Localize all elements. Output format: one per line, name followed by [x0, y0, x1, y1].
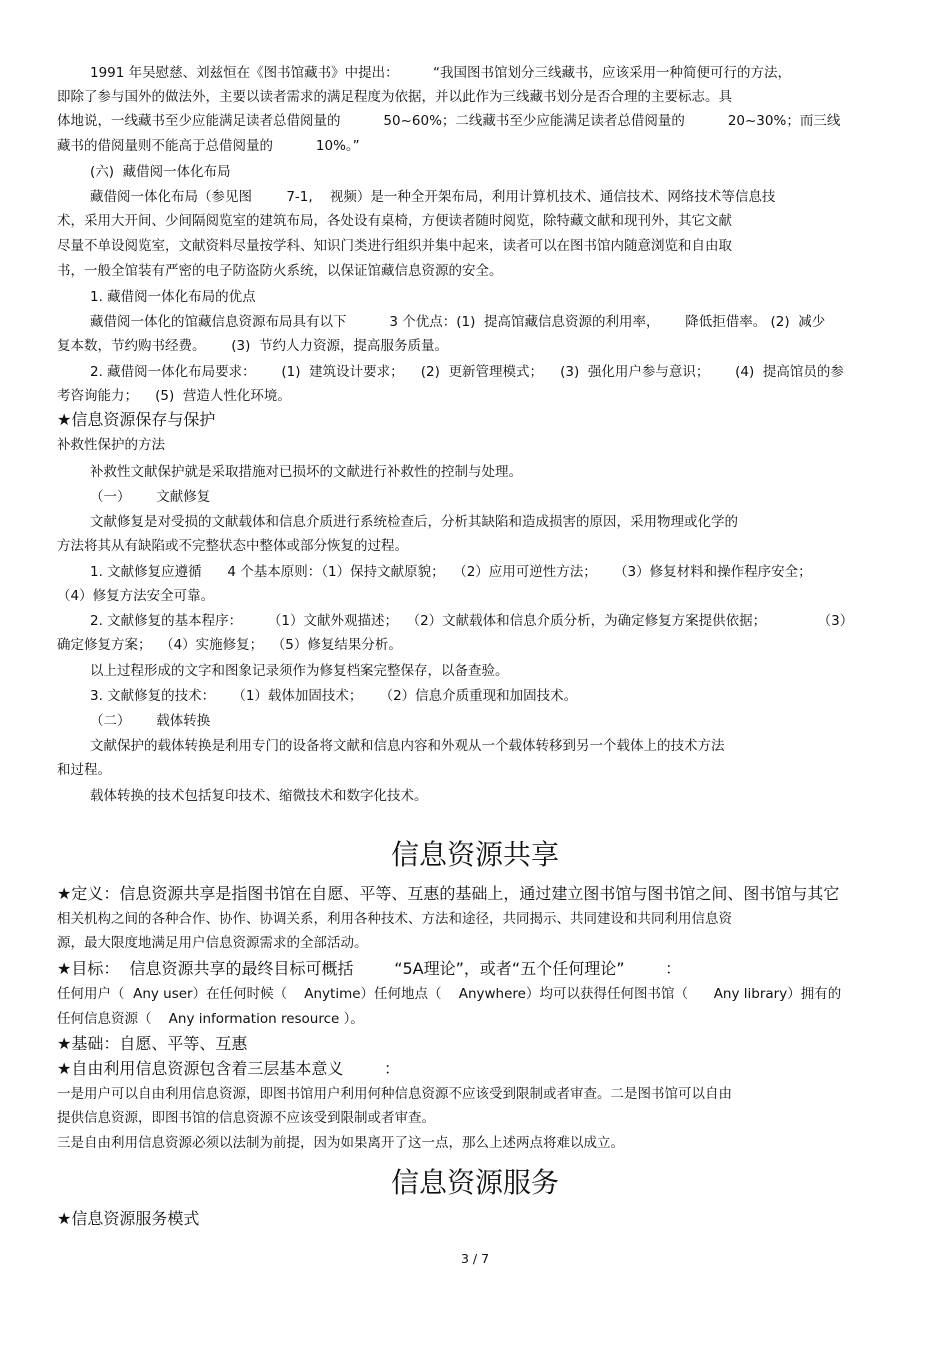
paragraph-line: 体地说，一线藏书至少应能满足读者总借阅量的 50~60%；二线藏书至少应能满足读者总借阅量的 20~30%；而三线: [57, 113, 841, 129]
paragraph-line: 源，最大限度地满足用户信息资源需求的全部活动。: [57, 935, 368, 951]
subsection-heading: 1. 藏借阅一体化布局的优点: [90, 289, 256, 305]
paragraph-line: 3. 文献修复的技术： （1）载体加固技术； （2）信息介质重现和加固技术。: [90, 688, 578, 704]
paragraph-line: 即除了参与国外的做法外，主要以读者需求的满足程度为依据，并以此作为三线藏书划分是否合理的主要标志。具: [57, 89, 732, 105]
star-heading: ★自由利用信息资源包含着三层基本意义 ：: [57, 1059, 401, 1078]
paragraph-line: 文献修复是对受损的文献载体和信息介质进行系统检查后，分析其缺陷和造成损害的原因，采用物理或化学的: [90, 514, 738, 530]
star-heading: ★信息资源保存与保护: [57, 410, 216, 429]
section-heading: （一） 文献修复: [90, 489, 211, 505]
paragraph-line: 尽量不单设阅览室，文献资料尽量按学科、知识门类进行组织并集中起来，读者可以在图书馆内随意浏览和自由取: [57, 238, 732, 254]
paragraph-line: 考咨询能力； (5) 营造人性化环境。: [57, 388, 291, 404]
star-heading: ★信息资源服务模式: [57, 1209, 200, 1228]
paragraph-line: 1991 年吴慰慈、刘兹恒在《图书馆藏书》中提出： “我国图书馆划分三线藏书，应该采用一种简便可行的方法，: [90, 65, 791, 81]
paragraph-line: 补救性文献保护就是采取措施对已损坏的文献进行补救性的控制与处理。: [90, 464, 522, 480]
paragraph-line: 任何用户（ Any user）在任何时候（ Anytime）任何地点（ Anywhere）均可以获得任何图书馆（ Any library）拥有的: [57, 986, 842, 1002]
paragraph-line: 补救性保护的方法: [57, 437, 165, 453]
paragraph-line: 以上过程形成的文字和图象记录须作为修复档案完整保存，以备查验。: [90, 663, 509, 679]
paragraph-line: 文献保护的载体转换是利用专门的设备将文献和信息内容和外观从一个载体转移到另一个载体上的技术方法: [90, 738, 725, 754]
section-heading: （二） 载体转换: [90, 713, 211, 729]
paragraph-line: 提供信息资源，即图书馆的信息资源不应该受到限制或者审查。: [57, 1110, 435, 1126]
section-heading: (六) 藏借阅一体化布局: [90, 164, 231, 180]
paragraph-line: 方法将其从有缺陷或不完整状态中整体或部分恢复的过程。: [57, 538, 408, 554]
paragraph-line: 术，采用大开间、少间隔阅览室的建筑布局，各处设有桌椅，方便读者随时阅览，除特藏文献和现刊外，其它文献: [57, 213, 732, 229]
paragraph-line: 三是自由利用信息资源必须以法制为前提，因为如果离开了这一点，那么上述两点将难以成立。: [57, 1135, 624, 1151]
paragraph-line: 复本数，节约购书经费。 (3) 节约人力资源，提高服务质量。: [57, 338, 448, 354]
paragraph-line: 载体转换的技术包括复印技术、缩微技术和数字化技术。: [90, 788, 428, 804]
basis-line: ★基础：自愿、平等、互惠: [57, 1034, 248, 1053]
paragraph-line: 藏借阅一体化的馆藏信息资源布局具有以下 3 个优点：(1) 提高馆藏信息资源的利用率， 降低拒借率。 (2) 减少: [90, 314, 826, 330]
paragraph-line: 藏借阅一体化布局（参见图 7-1, 视频）是一种全开架布局，利用计算机技术、通信技术、网络技术等信息技: [90, 189, 776, 205]
paragraph-line: 相关机构之间的各种合作、协作、协调关系，利用各种技术、方法和途径，共同揭示、共同建设和共同利用信息资: [57, 911, 732, 927]
page-number: 3 / 7: [460, 1251, 490, 1266]
definition-line: ★定义：信息资源共享是指图书馆在自愿、平等、互惠的基础上，通过建立图书馆与图书馆之间、图书馆与其它: [57, 884, 840, 903]
paragraph-line: 和过程。: [57, 762, 111, 778]
paragraph-line: 任何信息资源（ Any information resource ）。: [57, 1011, 364, 1027]
paragraph-line: 藏书的借阅量则不能高于总借阅量的 10%。”: [57, 138, 360, 154]
goal-line: ★目标： 信息资源共享的最终目标可概括 “5A理论”，或者“五个任何理论” ：: [57, 959, 682, 978]
paragraph-line: 2. 藏借阅一体化布局要求： (1) 建筑设计要求； (2) 更新管理模式； (3) 强化用户参与意识； (4) 提高馆员的参: [90, 364, 844, 380]
page-title: 信息资源服务: [390, 1166, 559, 1199]
paragraph-line: 2. 文献修复的基本程序： （1）文献外观描述； （2）文献载体和信息介质分析，为确定修复方案提供依据； （3）: [90, 613, 854, 629]
paragraph-line: 1. 文献修复应遵循 4 个基本原则：（1）保持文献原貌； （2）应用可逆性方法； （3）修复材料和操作程序安全；: [90, 564, 812, 580]
paragraph-line: 一是用户可以自由利用信息资源，即图书馆用户利用何种信息资源不应该受到限制或者审查。二是图书馆可以自由: [57, 1086, 732, 1102]
paragraph-line: 书，一般全馆装有严密的电子防盗防火系统，以保证馆藏信息资源的安全。: [57, 263, 503, 279]
paragraph-line: 确定修复方案； （4）实施修复； （5）修复结果分析。: [57, 637, 402, 653]
paragraph-line: （4）修复方法安全可靠。: [57, 588, 215, 604]
page-title: 信息资源共享: [390, 838, 559, 871]
